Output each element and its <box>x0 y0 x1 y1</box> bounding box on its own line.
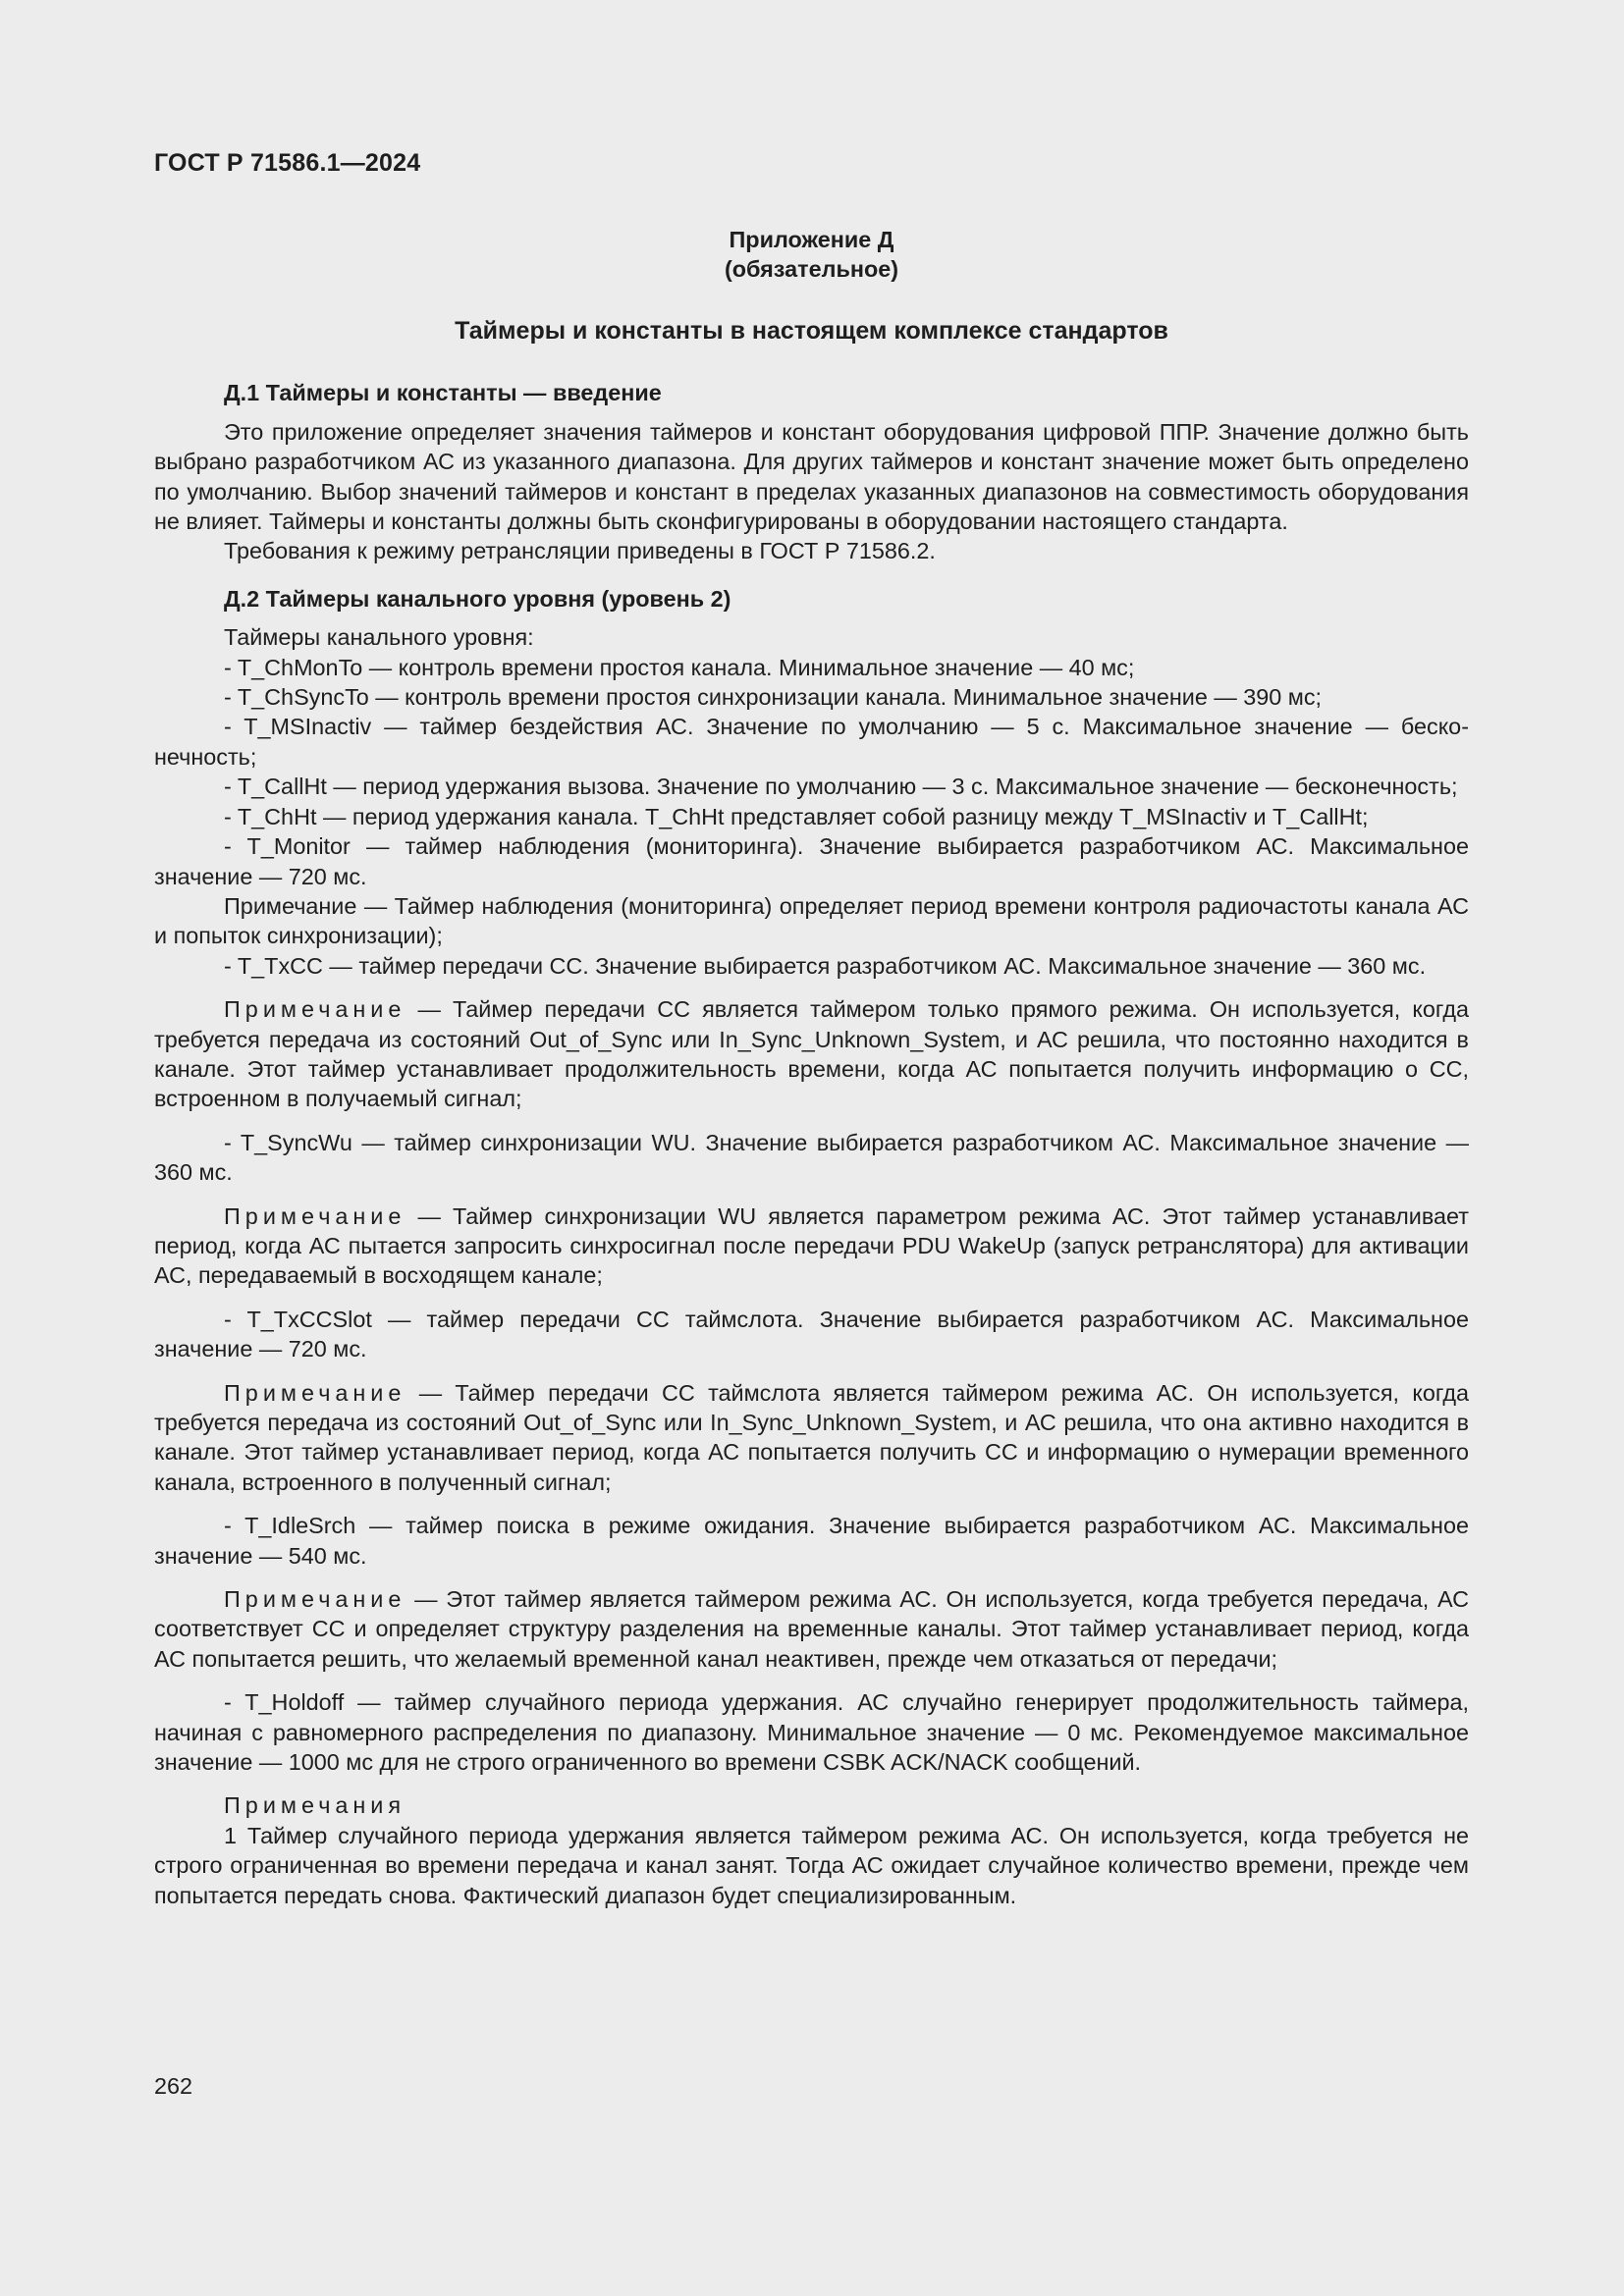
timer-item-syncwu: - T_SyncWu — таймер синхронизации WU. Значение выбирается разработчиком АС. Максимальное значение — 360 мс. <box>154 1129 1469 1186</box>
note-txccslot <box>154 1378 1469 1498</box>
section-2-intro: Таймеры канального уровня: <box>224 624 534 651</box>
timer-item-monitor: - T_Monitor — таймер наблюдения (мониторинга). Значение выбирается разработчиком АС. Максимальное значение — 720 мс. <box>154 833 1469 889</box>
note-text: — Таймер синхронизации WU является параметром режима АС. Этот таймер устанавливает период, когда АС пытается запросить синхросигнал после передачи PDU WakeUp (запуск ретранслятора) для активации АС, передаваемый в восходящем канале; <box>154 1202 1469 1289</box>
timer-item-chht: - T_ChHt — период удержания канала. T_ChHt представляет собой разницу между T_MSInactiv и T_CallHt; <box>224 803 1369 829</box>
notes-label <box>154 1790 1469 1820</box>
page-content <box>154 225 1469 1910</box>
note-label: Примечание <box>224 1379 406 1406</box>
timer-item-txccslot: - T_TxCCSlot — таймер передачи СС таймслота. Значение выбирается разработчиком АС. Максимальное значение — 720 мс. <box>154 1306 1469 1362</box>
page-number: 262 <box>154 2073 193 2099</box>
appendix-status: (обязательное) <box>724 256 899 282</box>
note-holdoff-1: 1 Таймер случайного периода удержания является таймером режима АС. Он используется, когда требуется не строго ограниченная во времени передача и канал занят. Тогда АС ожидает случайное количество времени, прежде чем попытается передать снова. Фактический диапазон будет специализированным. <box>154 1822 1469 1908</box>
appendix-label: Приложение Д <box>729 227 894 252</box>
section-1-heading: Д.1 Таймеры и константы — введение <box>224 380 662 406</box>
timer-item-holdoff: - T_Holdoff — таймер случайного периода удержания. АС случайно генерирует продолжительность таймера, начиная с равномерного распределения по диапазону. Минимальное значение — 0 мс. Рекомендуемое максимальное значение — 1000 мс для не строго ограниченного во времени CSBK ACK/NACK сообщений. <box>154 1689 1469 1776</box>
timer-item-chsyncto: - T_ChSyncTo — контроль времени простоя синхронизации канала. Минимальное значение — 390 мс; <box>224 684 1323 711</box>
note-text: — Таймер передачи СС таймслота является таймером режима АС. Он используется, когда требуется передача из состояний Out_of_Sync или In_Sync_Unknown_System, и АС решила, что она активно находится в канале. Этот таймер устанавливает период, когда АС попытается получить СС и информацию о нумерации временного канала, встроенного в полученный сигнал; <box>154 1379 1469 1495</box>
note-text: — Этот таймер является таймером режима АС. Он используется, когда требуется передача, АС соответствует СС и определяет структуру разделения на временные каналы. Этот таймер устанавливает период, когда АС попытается решить, что желаемый временной канал неактивен, прежде чем отказаться от передачи; <box>154 1586 1469 1672</box>
note-label: Примечание <box>224 1202 406 1229</box>
section-1-paragraph-2: Требования к режиму ретрансляции приведены в ГОСТ Р 71586.2. <box>224 538 936 564</box>
note-label: Примечание <box>224 1586 406 1613</box>
note-text: — Таймер передачи СС является таймером только прямого режима. Он используется, когда требуется передача из состояний Out_of_Sync или In_Sync_Unknown_System, и АС решила, что постоянно находится в канале. Этот таймер устанавливает продолжительность времени, когда АС попытается получить информацию о СС, встроенном в получаемый сигнал; <box>154 996 1469 1112</box>
note-syncwu <box>154 1201 1469 1291</box>
note-txcc <box>154 994 1469 1114</box>
note-monitor: Примечание — Таймер наблюдения (мониторинга) определяет период времени контроля радиочастоты канала АС и попыток синхронизации); <box>154 892 1469 949</box>
section-2-heading: Д.2 Таймеры канального уровня (уровень 2) <box>224 585 731 612</box>
note-label: Примечание <box>224 996 406 1023</box>
timer-item-callht: - T_CallHt — период удержания вызова. Значение по умолчанию — 3 с. Максимальное значение — бесконечность; <box>224 774 1458 800</box>
section-1-paragraph-1: Это приложение определяет значения таймеров и констант оборудования цифровой ППР. Значение должно быть выбрано разработчиком АС из указанного диапазона. Для других таймеров и констант значение может быть определено по умолчанию. Выбор значений таймеров и констант в пределах указанных диапазонов на совместимость оборудования не влияет. Таймеры и константы должны быть сконфигурированы в оборудовании настоящего стандарта. <box>154 418 1469 535</box>
note-idlesrch <box>154 1584 1469 1674</box>
notes-label-text: Примечания <box>224 1792 406 1819</box>
timer-item-chmonto: - T_ChMonTo — контроль времени простоя канала. Минимальное значение — 40 мс; <box>224 654 1135 680</box>
appendix-title: Таймеры и константы в настоящем комплексе стандартов <box>455 317 1168 345</box>
document-id: ГОСТ Р 71586.1—2024 <box>154 149 421 177</box>
timer-item-idlesrch: - T_IdleSrch — таймер поиска в режиме ожидания. Значение выбирается разработчиком АС. Максимальное значение — 540 мс. <box>154 1513 1469 1569</box>
timer-item-txcc: - T_TxCC — таймер передачи СС. Значение выбирается разработчиком АС. Максимальное значение — 360 мс. <box>224 952 1427 979</box>
timer-item-msinactiv: - T_MSInactiv — таймер бездействия АС. Значение по умолчанию — 5 с. Максимальное значение — бесконечность; <box>154 714 1469 770</box>
